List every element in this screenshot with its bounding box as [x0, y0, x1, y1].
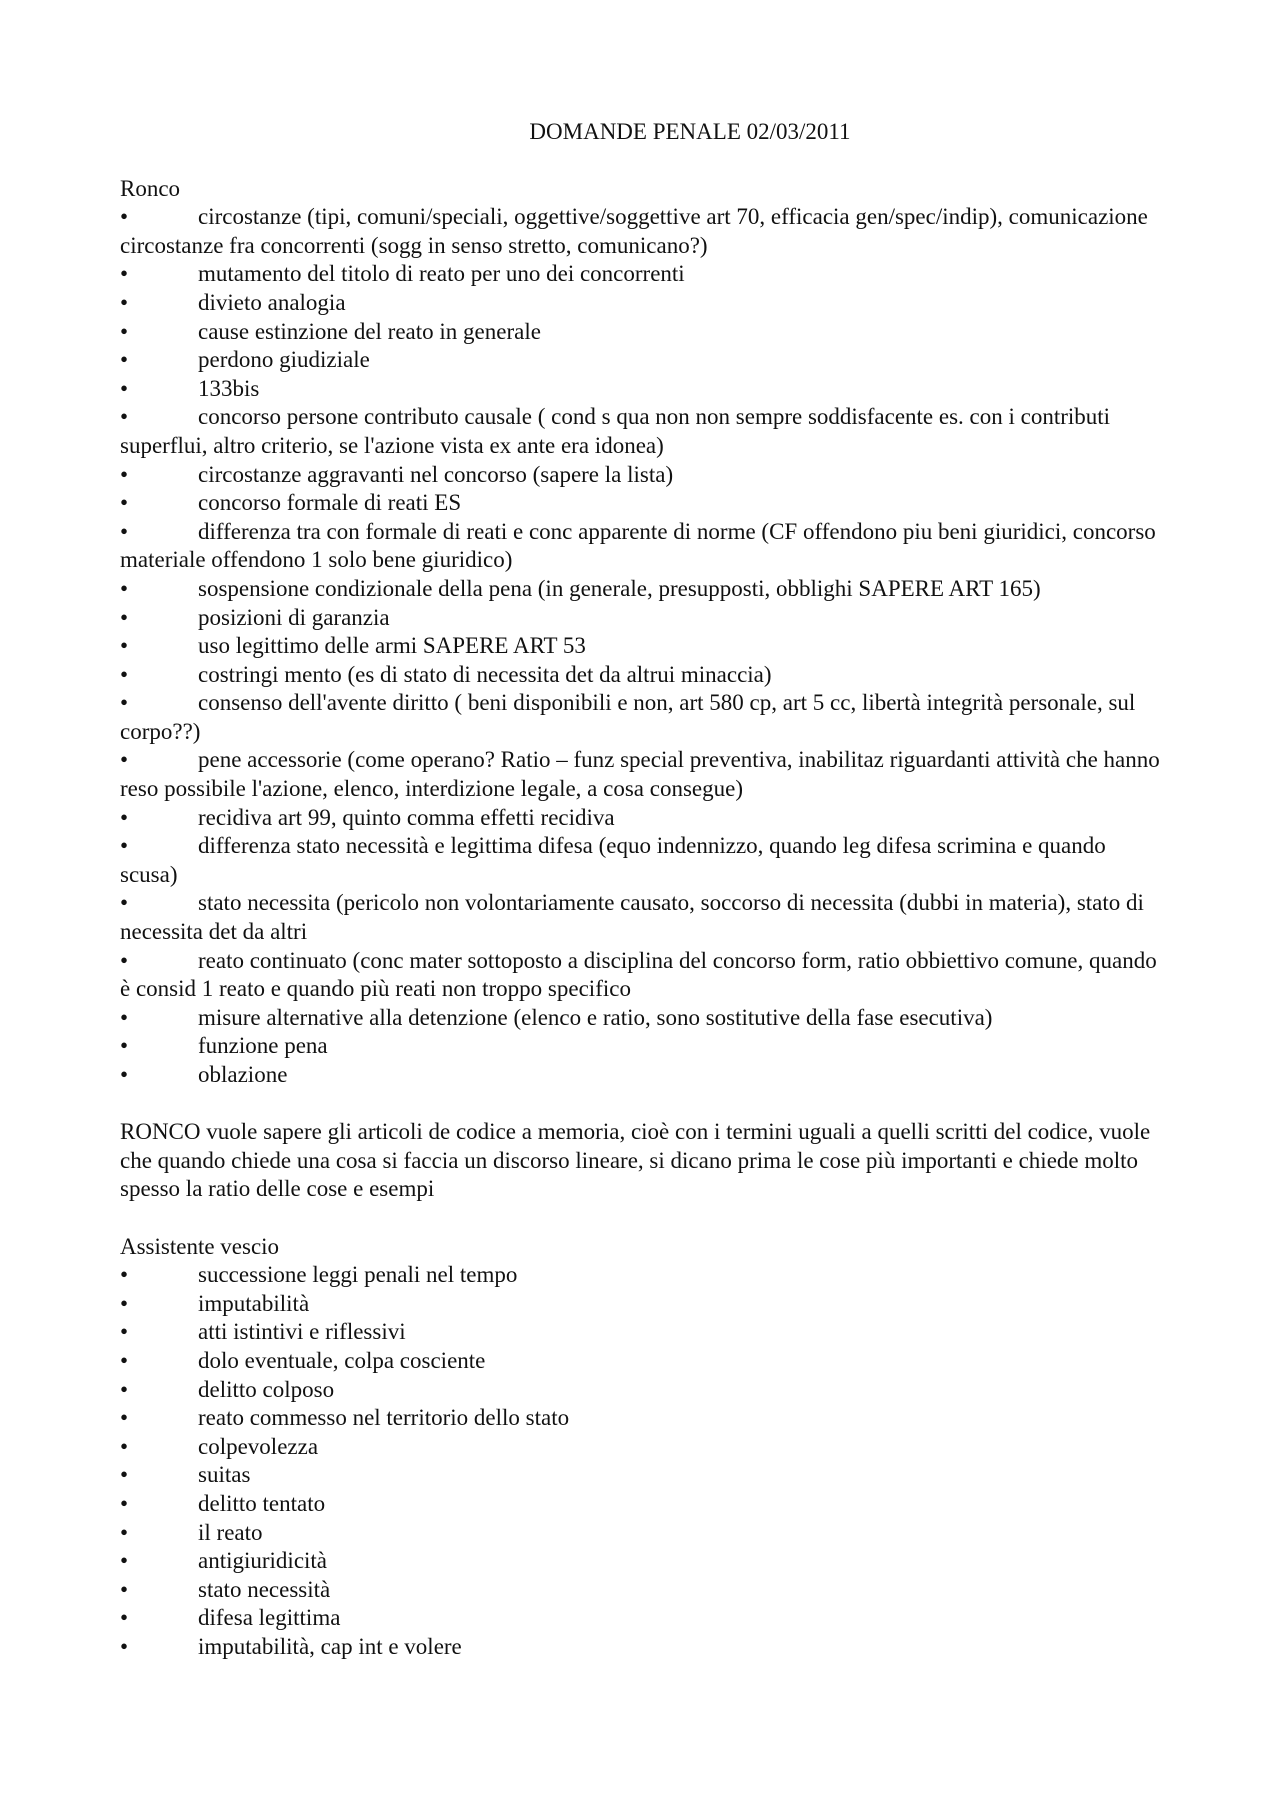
list-item-text: pene accessorie (come operano? Ratio – funz special preventiva, inabilitaz riguardanti attività che hanno reso possibile l'azione, elenco, interdizione legale, a cosa consegue)	[120, 747, 1160, 802]
list-item	[120, 1347, 1165, 1376]
list-item	[120, 403, 1165, 460]
list-item-text: delitto tentato	[198, 1490, 326, 1516]
bullet-icon: •	[120, 1319, 129, 1345]
bullet-icon: •	[120, 1405, 129, 1431]
bullet-icon: •	[120, 1376, 129, 1402]
bullet-icon: •	[120, 1462, 129, 1488]
list-item	[120, 1633, 1165, 1662]
bullet-icon: •	[120, 1633, 129, 1659]
list-item-text: colpevolezza	[198, 1433, 319, 1459]
list-item	[120, 461, 1165, 490]
list-item	[120, 1290, 1165, 1319]
list-item-text: differenza stato necessità e legittima difesa (equo indennizzo, quando leg difesa scrimina e quando scusa)	[120, 833, 1106, 887]
list-item-text: dolo eventuale, colpa cosciente	[198, 1347, 486, 1373]
bullet-icon: •	[120, 1062, 129, 1087]
list-item-text: divieto analogia	[198, 289, 346, 315]
list-item-text: funzione pena	[198, 1033, 328, 1059]
list-item-text: circostanze aggravanti nel concorso (sapere la lista)	[198, 461, 674, 487]
list-item	[120, 1519, 1165, 1548]
list-item	[120, 1490, 1165, 1519]
list-item	[120, 1404, 1165, 1433]
bullet-icon: •	[120, 1490, 129, 1516]
list-item	[120, 804, 1165, 833]
list-item-text: reato continuato (conc mater sottoposto a disciplina del concorso form, ratio obbiettivo comune, quando è consid 1 reato e quando più reati non troppo specifico	[120, 947, 1157, 1002]
list-item-text: differenza tra con formale di reati e conc apparente di norme (CF offendono piu beni giuridici, concorso materiale offendono 1 solo bene giuridico)	[120, 518, 1156, 573]
bullet-icon: •	[120, 633, 129, 659]
bullet-icon: •	[120, 1433, 129, 1459]
list-item-text: imputabilità	[198, 1290, 310, 1316]
list-item-text: concorso persone contributo causale ( cond s qua non non sempre soddisfacente es. con i contributi superflui, altro criterio, se l'azione vista ex ante era idonea)	[120, 404, 1111, 458]
list-item	[120, 375, 1165, 404]
list-item-text: misure alternative alla detenzione (elenco e ratio, sono sostitutive della fase esecutiva)	[198, 1004, 993, 1030]
bullet-icon: •	[120, 575, 129, 601]
bullet-icon: •	[120, 461, 129, 487]
list-item	[120, 489, 1165, 518]
list-item-text: il reato	[198, 1519, 263, 1545]
list-item	[120, 1461, 1165, 1490]
list-item	[120, 1004, 1165, 1033]
document-title: DOMANDE PENALE 02/03/2011	[529, 119, 851, 144]
bullet-icon: •	[120, 747, 129, 773]
bullet-icon: •	[120, 604, 129, 630]
bullet-icon: •	[120, 1004, 129, 1030]
bullet-icon: •	[120, 347, 129, 373]
list-item	[120, 746, 1165, 803]
list-item-text: atti istintivi e riflessivi	[198, 1319, 406, 1345]
note-paragraph: RONCO vuole sapere gli articoli de codice a memoria, cioè con i termini uguali a quelli scritti del codice, vuole che quando chiede una cosa si faccia un discorso lineare, si dicano prima le cose più importanti e chiede molto spesso la ratio delle cose e esempi	[120, 1119, 1151, 1202]
list-item-text: reato commesso nel territorio dello stato	[198, 1405, 570, 1431]
bullet-icon: •	[120, 1262, 129, 1288]
list-item	[120, 203, 1165, 260]
list-item	[120, 1318, 1165, 1347]
list-item-text: cause estinzione del reato in generale	[198, 318, 541, 344]
bullet-icon: •	[120, 1033, 129, 1059]
bullet-icon: •	[120, 518, 129, 544]
bullet-icon: •	[120, 1605, 129, 1631]
bullet-icon: •	[120, 204, 129, 230]
list-item	[120, 1061, 1165, 1090]
list-item	[120, 889, 1165, 946]
bullet-icon: •	[120, 375, 129, 401]
list-item-text: successione leggi penali nel tempo	[198, 1262, 518, 1288]
list-item	[120, 689, 1165, 746]
list-item-text: 133bis	[198, 375, 260, 401]
section-heading: Assistente vescio	[120, 1233, 280, 1259]
list-item-text: costringi mento (es di stato di necessita det da altrui minaccia)	[198, 661, 772, 687]
list-item	[120, 661, 1165, 690]
list-item	[120, 518, 1165, 575]
list-item-text: consenso dell'avente diritto ( beni disponibili e non, art 580 cp, art 5 cc, libertà integrità personale, sul corpo??)	[120, 690, 1136, 744]
bullet-icon: •	[120, 690, 129, 716]
section-assistente	[120, 1233, 1165, 1662]
list-item-text: posizioni di garanzia	[198, 604, 390, 630]
bullet-icon: •	[120, 261, 129, 287]
list-item	[120, 1576, 1165, 1605]
list-item	[120, 1547, 1165, 1576]
list-item	[120, 1433, 1165, 1462]
list-item-text: perdono giudiziale	[198, 347, 370, 373]
bullet-icon: •	[120, 804, 129, 830]
list-item-text: antigiuridicità	[198, 1548, 328, 1574]
question-list	[120, 1261, 1165, 1661]
bullet-icon: •	[120, 289, 129, 315]
bullet-icon: •	[120, 661, 129, 687]
bullet-icon: •	[120, 1290, 129, 1316]
section-heading: Ronco	[120, 175, 181, 201]
list-item	[120, 632, 1165, 661]
list-item	[120, 318, 1165, 347]
list-item	[120, 346, 1165, 375]
bullet-icon: •	[120, 890, 129, 916]
list-item-text: recidiva art 99, quinto comma effetti recidiva	[198, 804, 615, 830]
list-item-text: suitas	[198, 1462, 251, 1488]
bullet-icon: •	[120, 404, 129, 430]
bullet-icon: •	[120, 490, 129, 516]
bullet-icon: •	[120, 318, 129, 344]
list-item	[120, 1261, 1165, 1290]
bullet-icon: •	[120, 1347, 129, 1373]
list-item	[120, 1604, 1165, 1633]
bullet-icon: •	[120, 833, 129, 859]
list-item-text: sospensione condizionale della pena (in generale, presupposti, obblighi SAPERE ART 165)	[198, 575, 1041, 601]
list-item	[120, 832, 1165, 889]
list-item	[120, 604, 1165, 633]
question-list	[120, 203, 1165, 1089]
list-item	[120, 289, 1165, 318]
list-item-text: uso legittimo delle armi SAPERE ART 53	[198, 633, 586, 659]
list-item-text: stato necessita (pericolo non volontariamente causato, soccorso di necessita (dubbi in materia), stato di necessita det da altri	[120, 890, 1144, 945]
list-item-text: stato necessità	[198, 1576, 331, 1602]
bullet-icon: •	[120, 947, 129, 973]
bullet-icon: •	[120, 1576, 129, 1602]
list-item	[120, 575, 1165, 604]
list-item-text: difesa legittima	[198, 1605, 341, 1631]
list-item-text: oblazione	[198, 1062, 288, 1087]
list-item	[120, 947, 1165, 1004]
list-item-text: mutamento del titolo di reato per uno dei concorrenti	[198, 261, 685, 287]
list-item-text: concorso formale di reati ES	[198, 490, 462, 516]
list-item-text: imputabilità, cap int e volere	[198, 1633, 462, 1659]
section-ronco	[120, 175, 1165, 1090]
list-item	[120, 1376, 1165, 1405]
list-item-text: delitto colposo	[198, 1376, 335, 1402]
list-item-text: circostanze (tipi, comuni/speciali, oggettive/soggettive art 70, efficacia gen/spec/indip), comunicazione circostanze fra concorrenti (sogg in senso stretto, comunicano?)	[120, 204, 1148, 258]
bullet-icon: •	[120, 1519, 129, 1545]
document-page	[120, 118, 1165, 1661]
list-item	[120, 260, 1165, 289]
bullet-icon: •	[120, 1548, 129, 1574]
list-item	[120, 1032, 1165, 1061]
